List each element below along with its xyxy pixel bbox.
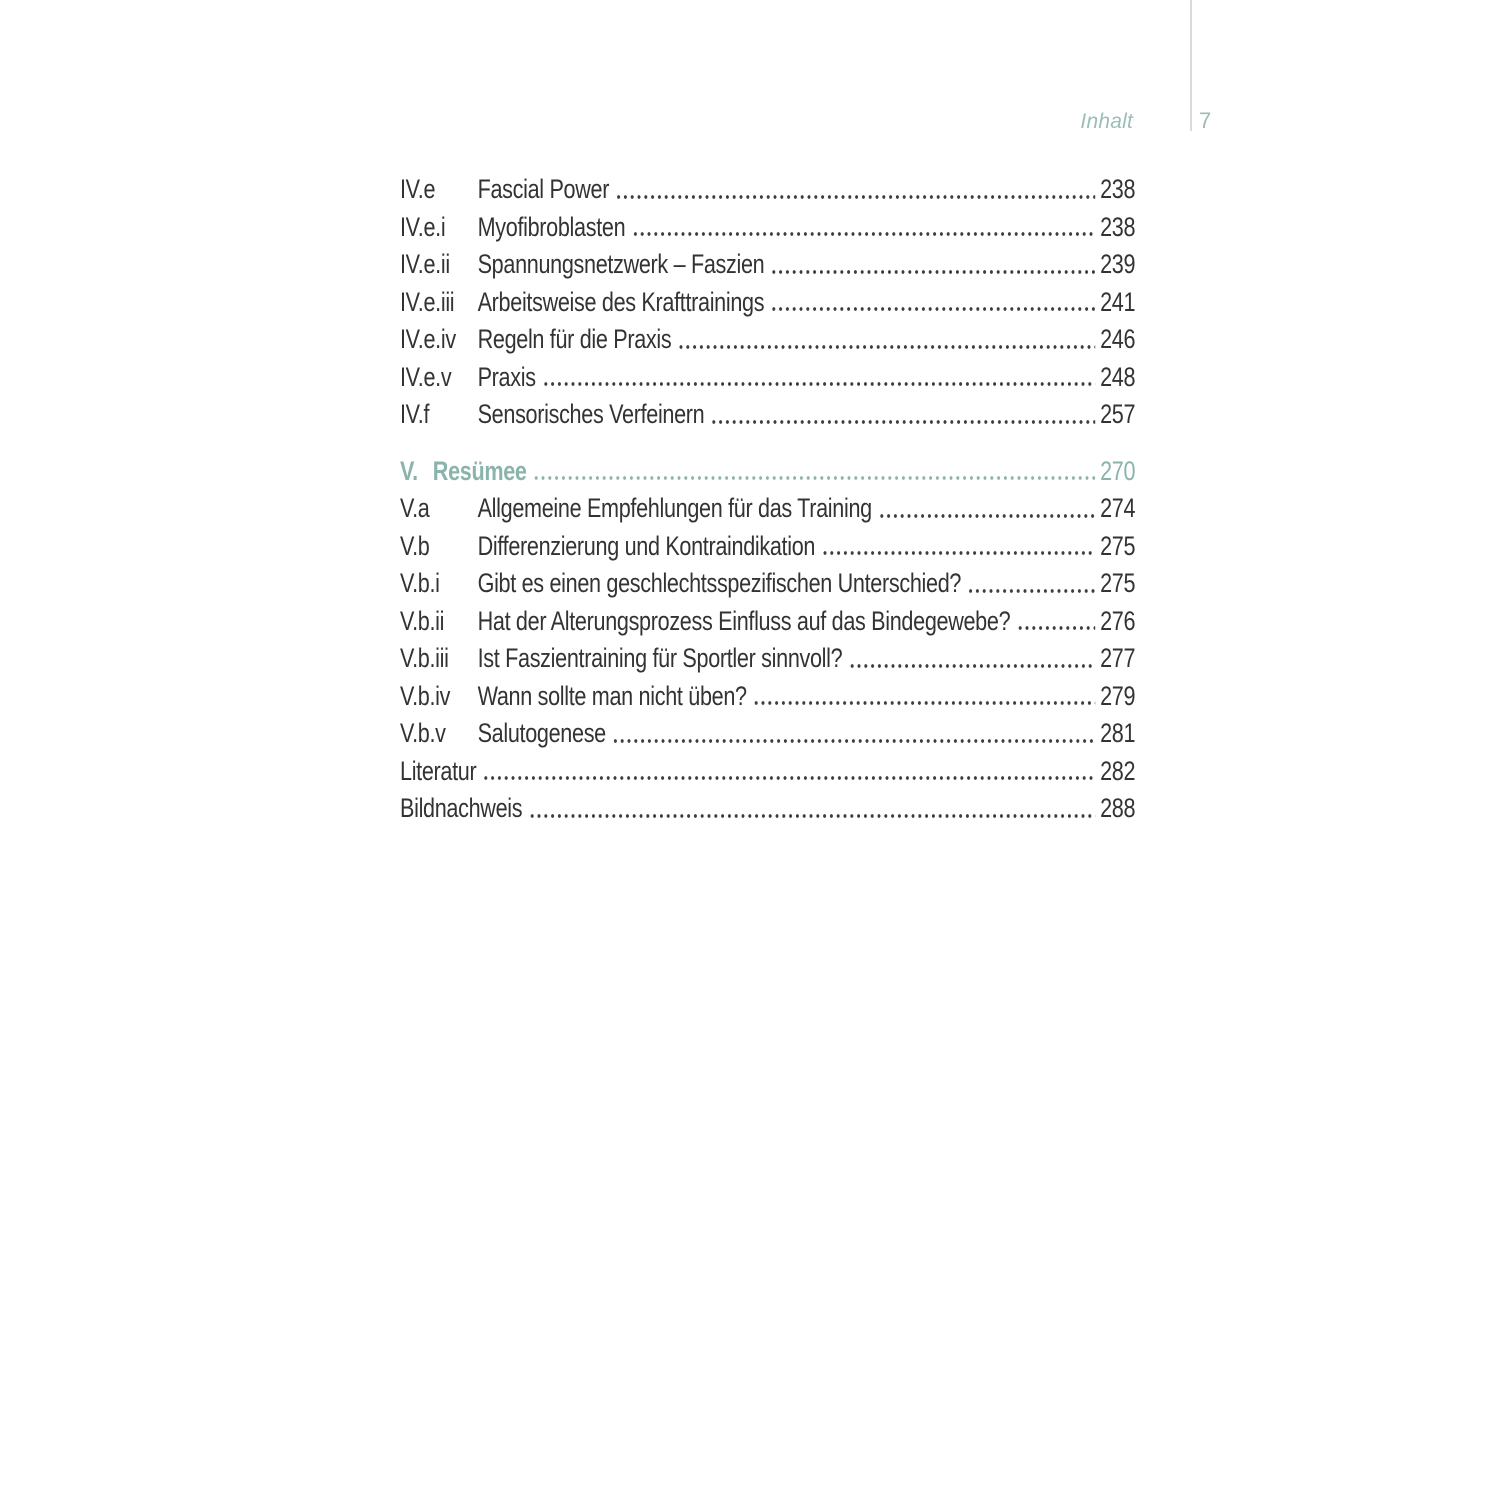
toc-entry bbox=[400, 321, 1135, 359]
dotted-leader bbox=[632, 209, 1096, 247]
toc-entry-label: IV.e.i bbox=[400, 211, 446, 242]
toc-entry-label: IV.f bbox=[400, 399, 430, 429]
toc-entry bbox=[400, 565, 1135, 603]
dotted-leader bbox=[822, 528, 1096, 566]
dotted-leader bbox=[878, 490, 1095, 528]
dotted-leader bbox=[771, 246, 1096, 284]
toc-entry-label: IV.e bbox=[400, 174, 436, 204]
toc-entry bbox=[400, 246, 1135, 284]
toc-entry-label: V.b.iii bbox=[400, 643, 449, 673]
toc-entry-title: Literatur bbox=[400, 755, 477, 786]
toc-entry-label: V.b.ii bbox=[400, 605, 445, 636]
toc-entry-page: 248 bbox=[1100, 361, 1136, 392]
toc-entry-label: IV.e.iii bbox=[400, 286, 455, 317]
toc-entry bbox=[400, 640, 1135, 678]
toc-entry-page: 275 bbox=[1100, 568, 1136, 598]
toc-entry-title: Regeln für die Praxis bbox=[477, 324, 672, 354]
running-title: Inhalt bbox=[1080, 110, 1133, 133]
toc-entry-title: Fascial Power bbox=[477, 174, 610, 204]
toc-entry-title: Bildnachweis bbox=[400, 793, 523, 823]
toc-entry bbox=[400, 603, 1135, 641]
toc-entry-page: 276 bbox=[1100, 605, 1136, 636]
toc-entry bbox=[400, 209, 1135, 247]
dotted-leader bbox=[711, 396, 1096, 434]
toc-entry bbox=[400, 753, 1135, 791]
toc-entry bbox=[400, 490, 1135, 528]
dotted-leader bbox=[753, 678, 1095, 716]
toc-entry-page: 238 bbox=[1100, 174, 1136, 204]
toc-entry-title: Gibt es einen geschlechtsspezifischen Unterschied? bbox=[477, 568, 962, 598]
dotted-leader bbox=[1017, 603, 1096, 641]
dotted-leader bbox=[612, 715, 1095, 753]
toc-entry bbox=[400, 284, 1135, 322]
header-divider-rule bbox=[1190, 0, 1192, 131]
toc-entry-title: Spannungsnetzwerk – Faszien bbox=[477, 249, 765, 279]
toc-entry-title: Arbeitsweise des Krafttrainings bbox=[477, 286, 765, 317]
toc-entry-label: V. bbox=[400, 455, 418, 486]
toc-entry-title: Praxis bbox=[477, 361, 536, 392]
toc-entry-label: IV.e.v bbox=[400, 361, 452, 392]
toc-entry-label: V.b.v bbox=[400, 718, 446, 748]
toc-entry-label: V.b.i bbox=[400, 568, 440, 598]
toc-entry bbox=[400, 528, 1135, 566]
toc-entry-page: 275 bbox=[1100, 530, 1136, 561]
toc-entry bbox=[400, 171, 1135, 209]
toc-entry-title: Sensorisches Verfeinern bbox=[477, 399, 705, 429]
dotted-leader bbox=[615, 171, 1095, 209]
dotted-leader bbox=[542, 359, 1095, 397]
toc-entry-title: Resümee bbox=[432, 455, 527, 486]
toc-entry-title: Wann sollte man nicht üben? bbox=[477, 680, 747, 711]
dotted-leader bbox=[678, 321, 1096, 359]
table-of-contents bbox=[400, 171, 1135, 828]
toc-entry-page: 288 bbox=[1100, 793, 1136, 823]
dotted-leader bbox=[771, 284, 1096, 322]
toc-entry-label: V.b bbox=[400, 530, 430, 561]
dotted-leader bbox=[967, 565, 1095, 603]
toc-entry-page: 277 bbox=[1100, 643, 1136, 673]
toc-entry-title: Differenzierung und Kontraindikation bbox=[477, 530, 816, 561]
toc-entry bbox=[400, 359, 1135, 397]
toc-entry-label: IV.e.iv bbox=[400, 324, 456, 354]
toc-entry-title: Hat der Alterungsprozess Einfluss auf das Bindegewebe? bbox=[477, 605, 1011, 636]
dotted-leader bbox=[533, 453, 1095, 491]
dotted-leader bbox=[483, 753, 1096, 791]
toc-entry-page: 239 bbox=[1100, 249, 1136, 279]
toc-entry-page: 257 bbox=[1100, 399, 1136, 429]
page-number: 7 bbox=[1199, 108, 1212, 133]
toc-entry-page: 282 bbox=[1100, 755, 1136, 786]
toc-entry bbox=[400, 396, 1135, 434]
toc-entry-page: 279 bbox=[1100, 680, 1136, 711]
toc-entry-title: Allgemeine Empfehlungen für das Training bbox=[477, 493, 872, 523]
toc-entry bbox=[400, 790, 1135, 828]
toc-entry-label: V.a bbox=[400, 493, 430, 523]
toc-entry-page: 281 bbox=[1100, 718, 1136, 748]
toc-entry-page: 241 bbox=[1100, 286, 1136, 317]
dotted-leader bbox=[849, 640, 1096, 678]
toc-entry-title: Myofibroblasten bbox=[477, 211, 626, 242]
toc-entry-page: 274 bbox=[1100, 493, 1136, 523]
toc-entry-title: Salutogenese bbox=[477, 718, 606, 748]
dotted-leader bbox=[529, 790, 1096, 828]
toc-entry-label: V.b.iv bbox=[400, 680, 451, 711]
toc-entry bbox=[400, 453, 1135, 491]
toc-entry bbox=[400, 715, 1135, 753]
toc-entry bbox=[400, 678, 1135, 716]
toc-entry-page: 270 bbox=[1100, 455, 1136, 486]
toc-entry-page: 238 bbox=[1100, 211, 1136, 242]
toc-entry-label: IV.e.ii bbox=[400, 249, 450, 279]
toc-entry-page: 246 bbox=[1100, 324, 1136, 354]
toc-entry-title: Ist Faszientraining für Sportler sinnvoll? bbox=[477, 643, 843, 673]
